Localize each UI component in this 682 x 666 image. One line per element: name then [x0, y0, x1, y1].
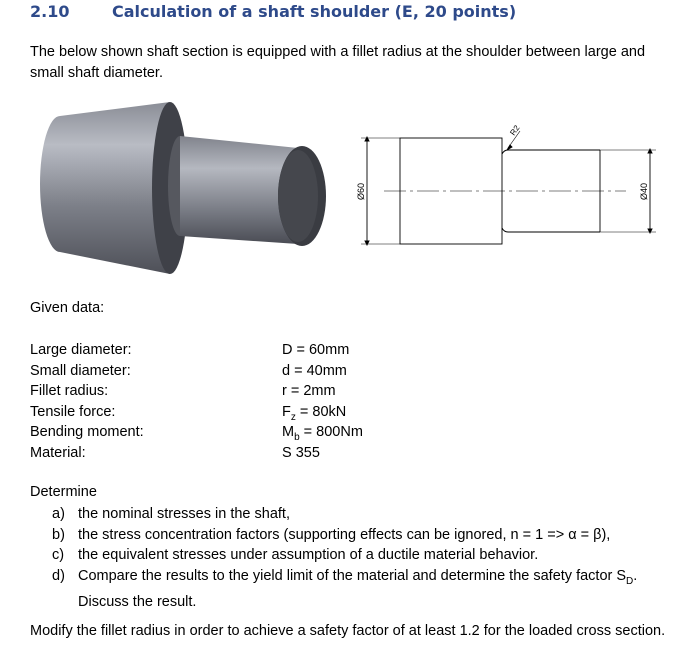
given-label: Material: [30, 444, 86, 461]
intro-paragraph: The below shown shaft section is equipped with a fillet radius at the shoulder between large and small shaft diameter. [30, 44, 646, 81]
task-item [52, 545, 662, 566]
determine-title: Determine [30, 484, 97, 500]
task-item [52, 566, 662, 613]
task-letter: b) [52, 526, 65, 543]
given-value: D = 60mm [282, 342, 350, 358]
task-text: Compare the results to the yield limit of the material and determine the safety factor $S_D$. Discuss the result. [78, 567, 638, 610]
task-letter: c) [52, 547, 65, 563]
given-label: Fillet radius: [30, 383, 109, 399]
given-value: d = 40mm [282, 362, 347, 379]
dim-radius-label: R2 [508, 123, 522, 138]
dim-small-label: Ø40 [639, 182, 649, 200]
given-label: Small diameter: [30, 362, 131, 379]
dim-large-label: Ø60 [356, 182, 366, 200]
given-label: Tensile force: [30, 403, 116, 420]
given-value: S 355 [282, 444, 320, 461]
task-text: the equivalent stresses under assumption of a ductile material behavior. [78, 547, 539, 563]
shaft-technical-drawing [361, 131, 656, 245]
shaft-figure [30, 96, 670, 296]
task-list [52, 504, 662, 612]
given-label: Large diameter: [30, 342, 132, 358]
task-letter: a) [52, 506, 65, 522]
given-label: Bending moment: [30, 424, 144, 440]
task-item [52, 525, 662, 546]
section-number: 2.10 [30, 2, 70, 21]
given-value: r = 2mm [282, 383, 336, 399]
section-title: Calculation of a shaft shoulder (E, 20 points) [112, 2, 517, 21]
given-value: $F_z = 80kN$ [282, 403, 347, 423]
given-value: $M_b = 800Nm$ [282, 424, 363, 443]
shaft-illustration [30, 96, 670, 296]
shaft-3d-render [40, 102, 326, 274]
task-item [52, 504, 662, 525]
given-data-title: Given data: [30, 300, 105, 316]
task-text: the stress concentration factors (supporting effects can be ignored, n = 1 => α = β), [78, 526, 611, 543]
task-letter: d) [52, 567, 65, 584]
task-text: the nominal stresses in the shaft, [78, 506, 290, 522]
final-paragraph: Modify the fillet radius in order to achieve a safety factor of at least 1.2 for the loaded cross section. [30, 623, 666, 639]
